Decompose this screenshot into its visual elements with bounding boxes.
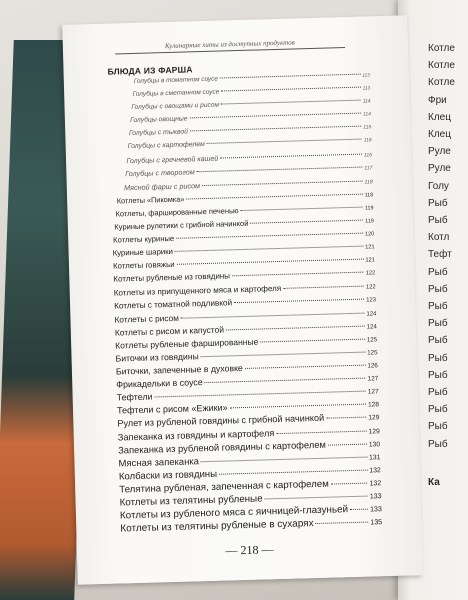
table-of-contents bbox=[107, 59, 382, 537]
toc-entry-title: Колбаски из говядины bbox=[118, 468, 218, 483]
toc-entry-title: Голубцы с тыквой bbox=[128, 128, 189, 138]
facing-page-fragment: Рыб bbox=[428, 387, 448, 398]
toc-entry-page: 125 bbox=[367, 349, 378, 357]
toc-entry-page: 132 bbox=[369, 480, 382, 488]
toc-entry-title: Мясная запеканка bbox=[118, 455, 200, 470]
dot-leader bbox=[250, 220, 363, 224]
dot-leader bbox=[240, 207, 362, 211]
dot-leader bbox=[201, 352, 365, 358]
toc-entry-page: 135 bbox=[370, 517, 383, 527]
toc-entry-title: Котлеты с рисом и капустой bbox=[114, 324, 225, 338]
toc-entry-page: 113 bbox=[362, 85, 371, 91]
dot-leader bbox=[230, 404, 366, 409]
toc-entry-title: Голубцы с творогом bbox=[125, 167, 195, 178]
toc-entry-title: Котлеты куриные bbox=[112, 234, 175, 245]
toc-entry-title: Котлеты из рубленого мяса с яичницей-глазуньей bbox=[119, 504, 349, 522]
dot-leader bbox=[220, 74, 361, 79]
dot-leader bbox=[326, 417, 366, 419]
facing-page-fragment: Рыб bbox=[428, 352, 448, 364]
dot-leader bbox=[232, 272, 364, 277]
toc-entry-title: Фрикадельки в соусе bbox=[116, 377, 203, 390]
facing-page-fragment: Руле bbox=[428, 146, 451, 158]
toc-entry-title: Котлеты с томатной подливкой bbox=[113, 297, 233, 311]
facing-page-fragment: Клец bbox=[428, 129, 451, 140]
facing-page-fragment: Фри bbox=[428, 94, 447, 106]
toc-list bbox=[108, 72, 383, 537]
toc-entry-title: Куриные рулетики с грибной начинкой bbox=[114, 218, 249, 232]
facing-page-fragment: Котл bbox=[428, 232, 450, 244]
dot-leader bbox=[186, 193, 362, 199]
toc-entry-title: Голубцы в сметанном соусе bbox=[132, 88, 220, 99]
toc-entry-title: Запеканка из рубленой говядины с картофелем bbox=[118, 439, 326, 456]
toc-entry-title: Тефтели с рисом «Ежики» bbox=[116, 402, 228, 416]
toc-entry-title: Котлеты рубленые фаршированные bbox=[115, 336, 259, 351]
dot-leader bbox=[245, 365, 366, 369]
dot-leader bbox=[260, 338, 365, 342]
dot-leader bbox=[265, 496, 368, 500]
facing-page-fragment: Рыб bbox=[428, 369, 448, 381]
toc-entry-title: Куриные шарики bbox=[112, 247, 174, 258]
dot-leader bbox=[283, 285, 364, 288]
facing-page-fragment: Рыб bbox=[428, 301, 448, 312]
facing-page-fragment: Клец bbox=[428, 111, 451, 123]
facing-page-fragment: Рыб bbox=[428, 318, 448, 330]
toc-entry-page: 129 bbox=[368, 427, 380, 436]
toc-entry-page: 133 bbox=[369, 505, 383, 514]
toc-entry-page: 115 bbox=[363, 125, 372, 131]
toc-entry-page: 118 bbox=[364, 179, 373, 186]
facing-page-fragment: Голу bbox=[428, 180, 449, 192]
toc-entry-title: Котлеты «Пикомка» bbox=[116, 194, 185, 206]
toc-entry-title: Биточки, запеченные в духовке bbox=[115, 363, 243, 377]
toc-entry-title: Котлеты из припущенного мяса и картофеля bbox=[113, 283, 282, 298]
toc-entry-title: Котлеты из телятины рубленые в сухарях bbox=[120, 518, 314, 535]
dot-leader bbox=[176, 233, 363, 239]
toc-entry-title: Запеканка из говядины и картофеля bbox=[117, 427, 275, 443]
toc-entry-page: 124 bbox=[366, 310, 377, 318]
toc-entry-page: 130 bbox=[368, 440, 381, 449]
toc-entry-title: Голубцы в томатном соусе bbox=[133, 75, 218, 85]
toc-entry-page: 121 bbox=[365, 244, 375, 251]
toc-entry-page: 121 bbox=[365, 257, 376, 264]
toc-entry-title: Котлеты рубленые из говядины bbox=[113, 271, 231, 285]
toc-entry-title: Голубцы с овощами и рисом bbox=[131, 101, 220, 112]
dot-leader bbox=[181, 312, 365, 318]
facing-page-fragment: Рыб bbox=[428, 335, 448, 347]
toc-entry-page: 114 bbox=[363, 112, 371, 118]
dot-leader bbox=[175, 246, 363, 252]
toc-entry-page: 116 bbox=[363, 137, 372, 145]
dot-leader bbox=[220, 153, 362, 158]
running-header: Кулинарные хиты из доступных продуктов bbox=[115, 37, 345, 54]
toc-entry-title: Биточки из говядины bbox=[115, 351, 199, 364]
toc-entry-page: 122 bbox=[365, 270, 376, 277]
dot-leader bbox=[328, 443, 367, 445]
toc-entry-page: 124 bbox=[366, 324, 377, 331]
toc-entry-page: 113 bbox=[362, 72, 370, 78]
facing-page-fragment: Тефт bbox=[428, 249, 452, 261]
dot-leader bbox=[205, 378, 366, 383]
toc-entry-page: 128 bbox=[368, 401, 380, 409]
facing-page-fragment: Ка bbox=[428, 477, 440, 488]
section-heading: БЛЮДА ИЗ ФАРША bbox=[107, 64, 193, 77]
toc-entry-page: 131 bbox=[368, 453, 381, 462]
toc-entry-page: 133 bbox=[369, 493, 382, 501]
toc-entry-page: 125 bbox=[366, 336, 378, 344]
toc-entry-page: 129 bbox=[368, 414, 380, 422]
dot-leader bbox=[276, 430, 366, 434]
dot-leader bbox=[201, 456, 367, 462]
toc-entry-page: 122 bbox=[365, 283, 376, 291]
dot-leader bbox=[155, 391, 366, 398]
toc-entry-page: 127 bbox=[367, 375, 379, 383]
facing-page-fragment: Рыб bbox=[428, 283, 448, 295]
toc-entry-page: 123 bbox=[366, 296, 377, 304]
toc-entry-title: Голубцы с картофелем bbox=[127, 141, 205, 151]
facing-page-fragment: Рыб bbox=[428, 266, 448, 278]
facing-page-fragment: Рыб bbox=[428, 197, 448, 209]
toc-entry-page: 119 bbox=[365, 218, 374, 225]
facing-page-fragment: Рыб bbox=[428, 215, 448, 226]
facing-page-fragment: Рыб bbox=[428, 421, 448, 433]
dot-leader bbox=[226, 325, 365, 330]
toc-entry-title: Котлеты с рисом bbox=[114, 312, 180, 325]
toc-entry-title: Телятина рубленая, запеченная с картофелем bbox=[119, 478, 329, 496]
facing-page-fragment: Котле bbox=[428, 60, 455, 72]
toc-entry-page: 114 bbox=[362, 99, 371, 105]
facing-page-fragment: Рыб bbox=[428, 404, 448, 416]
dot-leader bbox=[234, 298, 364, 303]
toc-entry-title: Котлеты, фаршированные печенью bbox=[115, 206, 239, 219]
toc-entry-page: 126 bbox=[367, 362, 378, 370]
dot-leader bbox=[331, 482, 368, 484]
toc-entry-title: Мясной фарш с рисом bbox=[123, 180, 201, 193]
toc-entry-page: 127 bbox=[367, 388, 379, 396]
toc-entry-page: 132 bbox=[369, 467, 381, 475]
dot-leader bbox=[177, 259, 364, 265]
toc-entry-page: 116 bbox=[363, 151, 373, 159]
toc-entry-page: 117 bbox=[364, 164, 373, 172]
toc-entry-page: 119 bbox=[364, 205, 374, 212]
dot-leader bbox=[219, 469, 367, 474]
page-number: — 218 — bbox=[225, 542, 274, 558]
toc-entry-page: 118 bbox=[364, 192, 374, 199]
facing-page-fragment: Котле bbox=[428, 43, 455, 54]
facing-page-fragment: Руле bbox=[428, 163, 451, 175]
dot-leader bbox=[316, 522, 369, 524]
toc-entry-title: Тефтели bbox=[116, 391, 153, 403]
toc-entry-title: Рулет из рубленой говядины с грибной начинкой bbox=[117, 413, 325, 429]
toc-entry-title: Котлеты говяжьи bbox=[112, 260, 175, 271]
toc-entry-title: Голубцы с гречневой кашей bbox=[126, 155, 219, 165]
book-page bbox=[62, 15, 423, 584]
dot-leader bbox=[350, 509, 368, 511]
facing-page-fragment: Котле bbox=[428, 77, 455, 89]
dot-leader bbox=[202, 180, 362, 185]
toc-entry-title: Котлеты из телятины рубленые bbox=[119, 493, 263, 509]
facing-page-fragment: Рыб bbox=[428, 438, 448, 450]
toc-entry-page: 120 bbox=[364, 231, 375, 238]
toc-entry-title: Голубцы овощные bbox=[130, 115, 188, 125]
